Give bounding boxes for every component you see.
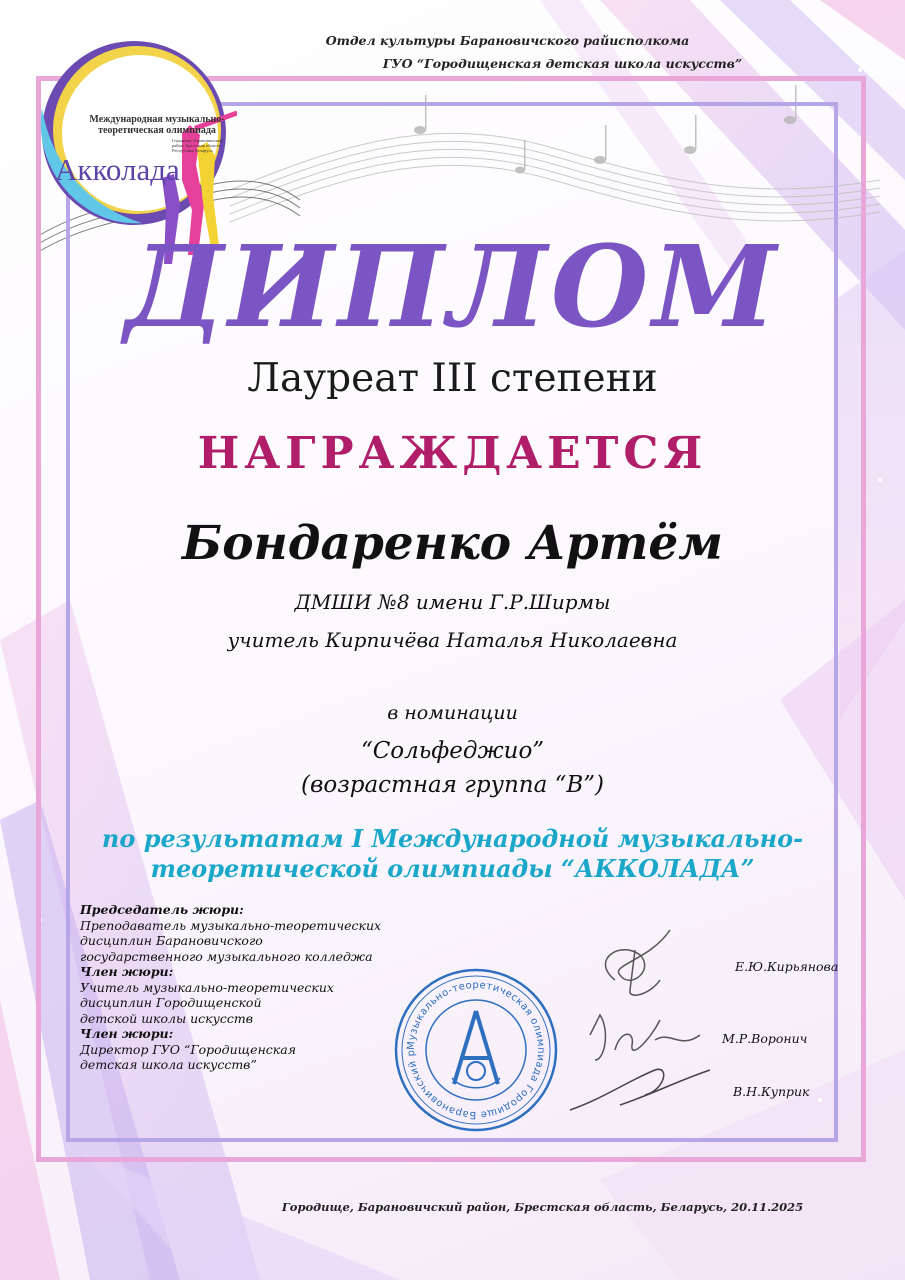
logo-title: Международная музыкально-теоретическая олимпиада — [89, 114, 225, 136]
nomination-name: “Сольфеджио” — [360, 738, 545, 764]
diploma-title: ДИПЛОМ — [124, 222, 781, 353]
age-group: (возрастная группа “В”) — [300, 772, 604, 798]
signature-name-1: Е.Ю.Кирьянова — [735, 959, 839, 974]
jury-desc-line: дисциплин Барановичского — [80, 933, 263, 948]
jury-role: Председатель жюри: — [80, 902, 244, 917]
school-name: ДМШИ №8 имени Г.Р.Ширмы — [294, 590, 611, 614]
header-line-2: ГУО “Городищенская детская школа искусств” — [382, 56, 743, 71]
awarded-heading: НАГРАЖДАЕТСЯ — [197, 428, 708, 479]
jury-desc-line: государственного музыкального колледжа — [80, 948, 373, 964]
signature-name-2: М.Р.Воронич — [722, 1031, 808, 1046]
signatures — [560, 920, 720, 1130]
nomination-label: в номинации — [387, 702, 518, 724]
laureate-degree: Лауреат III степени — [247, 356, 658, 401]
jury-desc-line: детская школа искусств” — [80, 1057, 257, 1072]
svg-text:Музыкально-теоретическая олимп — [392, 966, 546, 1120]
header-line-1: Отдел культуры Барановичского райисполкома — [325, 33, 690, 48]
jury-desc-line: детской школы искусств — [80, 1010, 254, 1026]
jury-desc-line: Учитель музыкально-теоретических — [80, 979, 334, 995]
jury-desc-line: Директор ГУО “Городищенская — [80, 1041, 296, 1057]
recipient-name: Бондаренко Артём — [182, 516, 723, 571]
teacher-name: учитель Кирпичёва Наталья Николаевна — [227, 628, 678, 652]
signature-name-3: В.Н.Куприк — [733, 1084, 810, 1099]
logo-name: Акколада — [55, 152, 180, 187]
jury-desc-line: Преподаватель музыкально-теоретических — [80, 917, 382, 933]
seal-text: Музыкально-теоретическая олимпиада Городище Барановичский р — [405, 979, 547, 1121]
jury-role: Член жюри: — [80, 1026, 174, 1041]
jury-member — [80, 902, 480, 964]
official-seal — [392, 966, 560, 1134]
jury-desc-line: дисциплин Городищенской — [80, 995, 262, 1010]
results-line-2: теоретической олимпиады “АККОЛАДА” — [150, 854, 755, 883]
results-line-1: по результатам I Международной музыкально- — [101, 824, 804, 853]
seal-emblem — [392, 966, 560, 1134]
footer-place-date: Городище, Барановичский район, Брестская область, Беларусь, 20.11.2025 — [281, 1200, 804, 1214]
logo-small-text: Городище, Барановичский район, Брестская область, Республика Беларусь — [172, 138, 223, 153]
jury-role: Член жюри: — [80, 964, 174, 979]
